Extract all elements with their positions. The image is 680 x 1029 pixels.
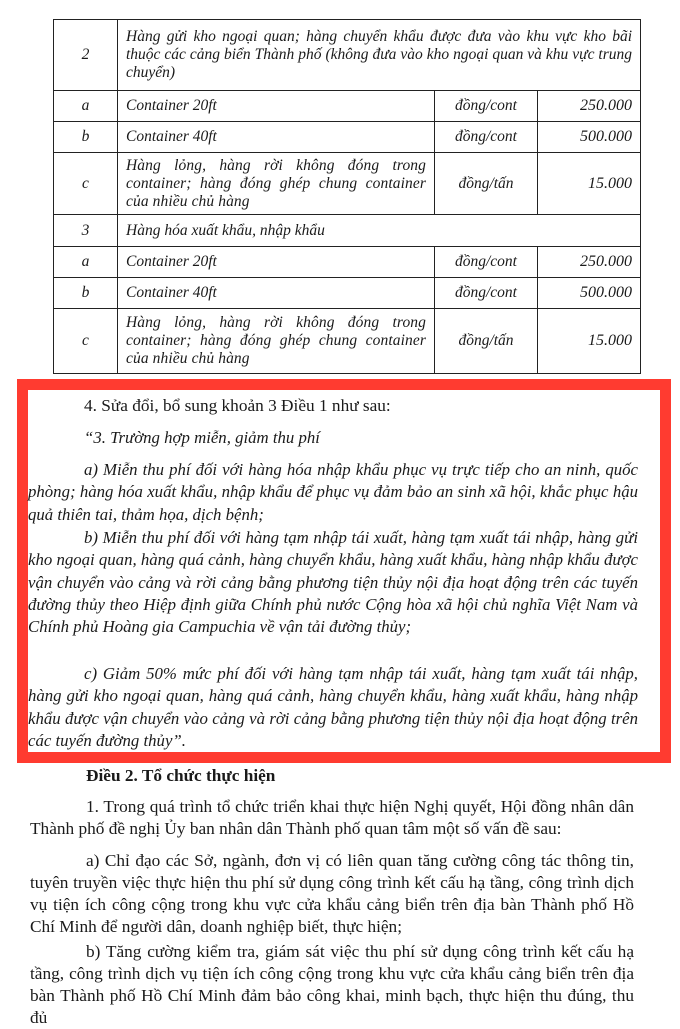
row-amount: 500.000: [538, 278, 641, 309]
amendment-quote-title: “3. Trường hợp miễn, giảm thu phí: [84, 428, 320, 447]
table-row: [54, 247, 641, 278]
row-unit: đồng/cont: [435, 122, 538, 153]
row-description: Container 40ft: [118, 278, 435, 309]
table-row: [54, 309, 641, 374]
amendment-item-a: a) Miễn thu phí đối với hàng hóa nhập khẩu phục vụ trực tiếp cho an ninh, quốc phòng; hàng hóa xuất khẩu, nhập khẩu để phục vụ đảm bảo an sinh xã hội, khắc phục hậu quả thiên tai, thảm họa, dịch bệnh;: [28, 460, 638, 524]
row-description: Hàng lỏng, hàng rời không đóng trong container; hàng đóng ghép chung container của nhiều chủ hàng: [118, 309, 435, 374]
row-description: Hàng gửi kho ngoại quan; hàng chuyển khẩu được đưa vào khu vực kho bãi thuộc các cảng biển Thành phố (không đưa vào kho ngoại quan và khu vực trung chuyển): [118, 20, 641, 91]
row-index: c: [54, 153, 118, 215]
article-2-paragraph-b: b) Tăng cường kiểm tra, giám sát việc thu phí sử dụng công trình kết cấu hạ tầng, công trình dịch vụ tiện ích công cộng trong khu vực cửa khẩu cảng biển trên địa bàn Thành phố Hồ Chí Minh đảm bảo công khai, minh bạch, thực hiện thu đúng, thu đủ: [30, 942, 634, 1027]
row-unit: đồng/cont: [435, 278, 538, 309]
row-amount: 15.000: [538, 309, 641, 374]
row-index: a: [54, 247, 118, 278]
row-index: 2: [54, 20, 118, 91]
amendment-intro: 4. Sửa đổi, bổ sung khoản 3 Điều 1 như sau:: [84, 396, 391, 415]
row-index: 3: [54, 215, 118, 247]
row-amount: 250.000: [538, 247, 641, 278]
amendment-item-c: c) Giảm 50% mức phí đối với hàng tạm nhập tái xuất, hàng tạm xuất tái nhập, hàng gửi kho ngoại quan, hàng quá cảnh, hàng chuyển khẩu, hàng xuất khẩu, hàng nhập khẩu được vận chuyển vào cảng và rời cảng bằng phương tiện thủy nội địa hoạt động trên các tuyến đường thủy”.: [28, 664, 638, 750]
table-row: [54, 153, 641, 215]
table-row-section-3: [54, 215, 641, 247]
article-2-heading: Điều 2. Tổ chức thực hiện: [86, 766, 276, 785]
table-row-section-2: [54, 20, 641, 91]
article-2-paragraph-1: 1. Trong quá trình tổ chức triển khai thực hiện Nghị quyết, Hội đồng nhân dân Thành phố đề nghị Ủy ban nhân dân Thành phố quan tâm một số vấn đề sau:: [30, 797, 634, 838]
row-description: Hàng lỏng, hàng rời không đóng trong container; hàng đóng ghép chung container của nhiều chủ hàng: [118, 153, 435, 215]
table-row: [54, 122, 641, 153]
row-amount: 250.000: [538, 91, 641, 122]
row-index: c: [54, 309, 118, 374]
row-unit: đồng/tấn: [435, 153, 538, 215]
row-description: Container 40ft: [118, 122, 435, 153]
row-unit: đồng/cont: [435, 91, 538, 122]
row-description: Hàng hóa xuất khẩu, nhập khẩu: [118, 215, 641, 247]
row-description: Container 20ft: [118, 91, 435, 122]
row-amount: 15.000: [538, 153, 641, 215]
row-unit: đồng/cont: [435, 247, 538, 278]
table-row: [54, 278, 641, 309]
amendment-item-b: b) Miễn thu phí đối với hàng tạm nhập tái xuất, hàng tạm xuất tái nhập, hàng gửi kho ngoại quan, hàng quá cảnh, hàng chuyển khẩu, hàng xuất khẩu, hàng nhập khẩu được vận chuyển vào cảng và rời cảng bằng phương tiện thủy nội địa hoạt động trên các tuyến đường thủy theo Hiệp định giữa Chính phủ nước Cộng hòa xã hội chủ nghĩa Việt Nam và Chính phủ Hoàng gia Campuchia về vận tải đường thủy;: [28, 528, 638, 637]
row-index: b: [54, 278, 118, 309]
row-index: b: [54, 122, 118, 153]
table-row: [54, 91, 641, 122]
row-unit: đồng/tấn: [435, 309, 538, 374]
fee-table: [53, 19, 641, 374]
article-2-paragraph-a: a) Chỉ đạo các Sở, ngành, đơn vị có liên quan tăng cường công tác thông tin, tuyên truyền việc thực hiện thu phí sử dụng công trình kết cấu hạ tầng, công trình dịch vụ tiện ích công cộng trong khu vực cửa khẩu cảng biển trên địa bàn Thành phố Hồ Chí Minh để người dân, doanh nghiệp biết, thực hiện;: [30, 851, 634, 936]
row-description: Container 20ft: [118, 247, 435, 278]
row-amount: 500.000: [538, 122, 641, 153]
row-index: a: [54, 91, 118, 122]
